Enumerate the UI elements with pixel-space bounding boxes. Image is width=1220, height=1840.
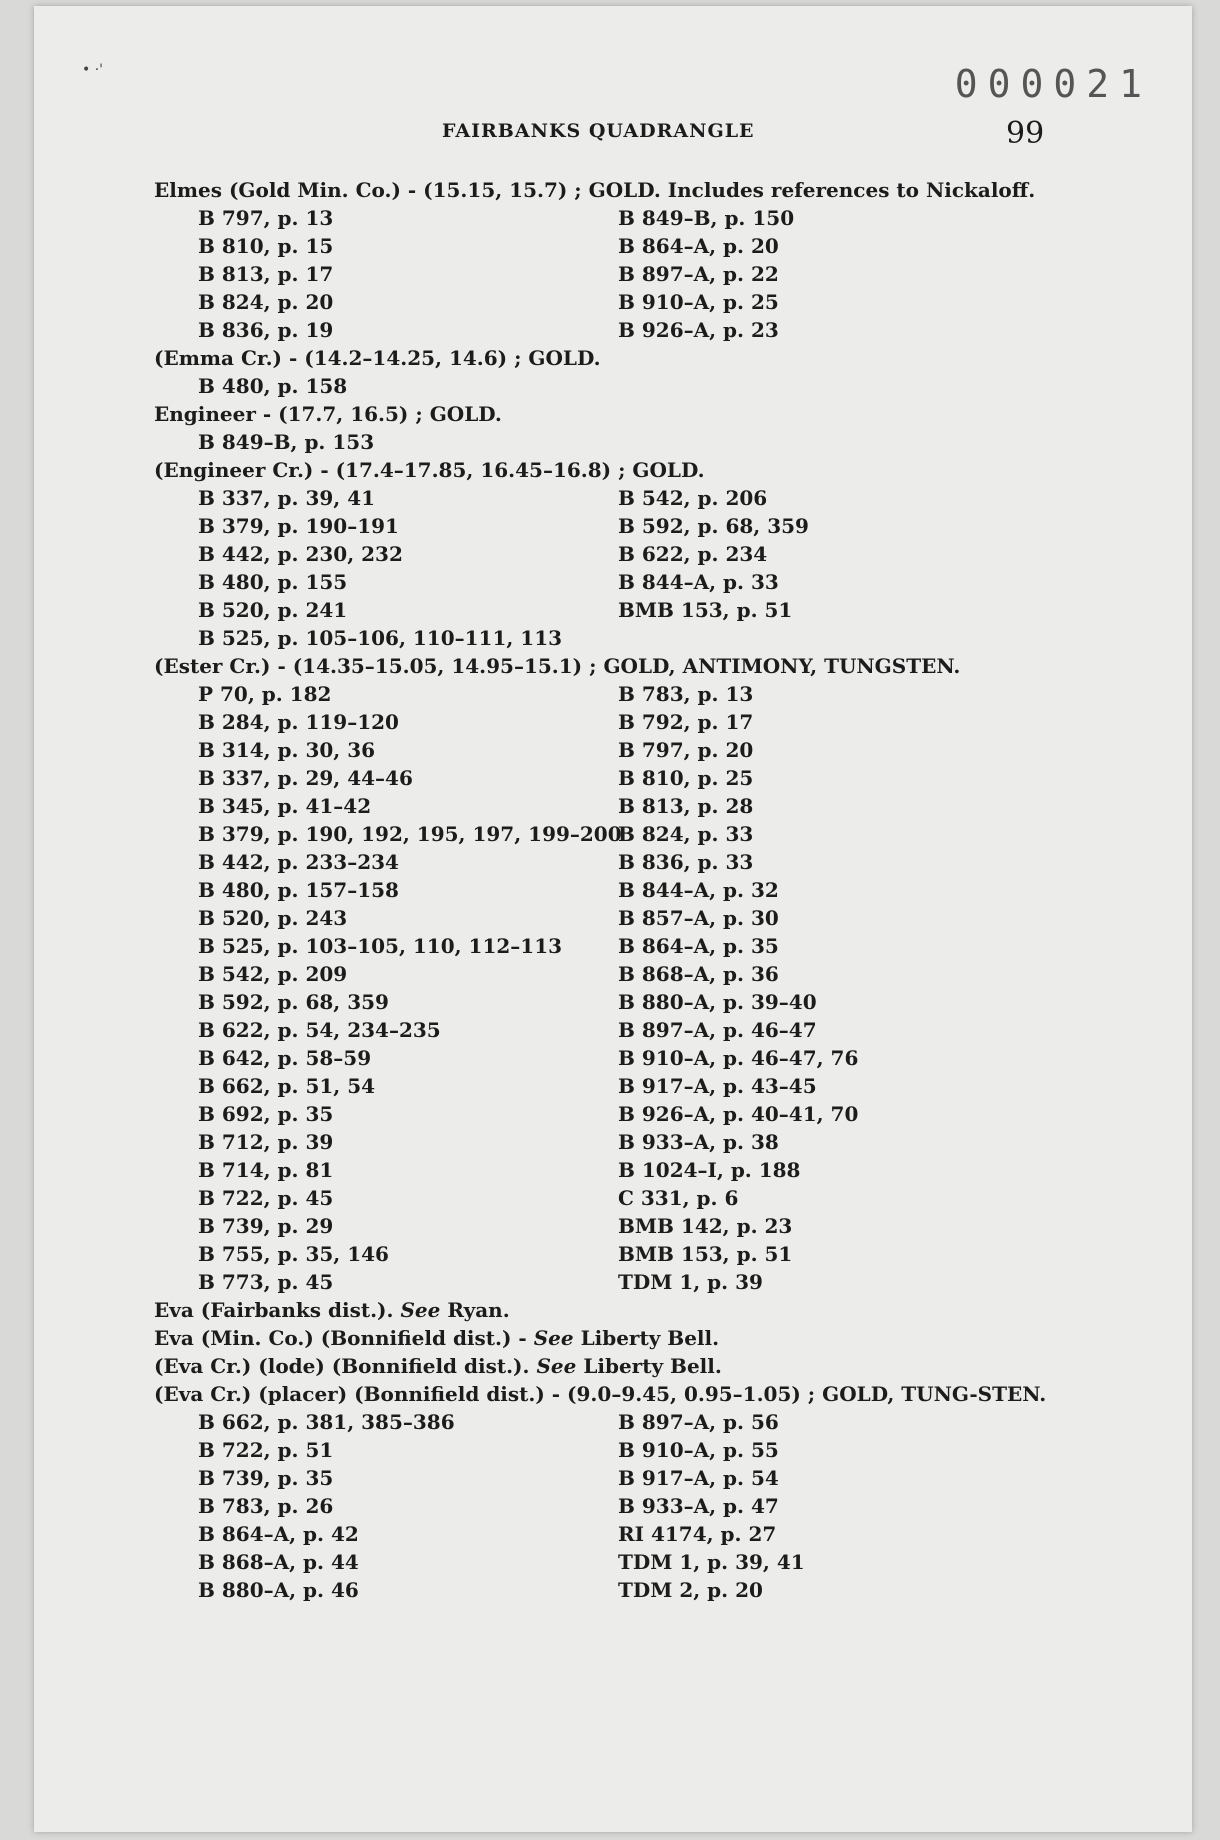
reference-item: B 442, p. 233–234	[198, 850, 399, 874]
reference-columns	[154, 1408, 1084, 1604]
reference-item: C 331, p. 6	[618, 1186, 739, 1210]
reference-item: B 926–A, p. 23	[618, 318, 779, 342]
reference-item: B 662, p. 381, 385–386	[198, 1410, 455, 1434]
see-line-text: Eva (Fairbanks dist.).	[154, 1298, 394, 1322]
reference-item: B 592, p. 68, 359	[198, 990, 389, 1014]
reference-column-left	[198, 680, 622, 1296]
reference-column-right	[618, 204, 1038, 344]
see-target: Liberty Bell.	[583, 1354, 722, 1378]
reference-item: B 792, p. 17	[618, 710, 754, 734]
reference-item: B 714, p. 81	[198, 1158, 334, 1182]
reference-item: B 622, p. 54, 234–235	[198, 1018, 441, 1042]
index-entry	[154, 176, 1084, 344]
entry-heading: Elmes (Gold Min. Co.) - (15.15, 15.7) ; GOLD. Includes references to Nickaloff.	[154, 178, 1036, 202]
reference-item: B 897–A, p. 46–47	[618, 1018, 817, 1042]
reference-item: B 712, p. 39	[198, 1130, 334, 1154]
reference-item: B 542, p. 206	[618, 486, 768, 510]
reference-item: B 836, p. 33	[618, 850, 754, 874]
reference-column-right	[618, 680, 1038, 1296]
reference-column-left	[198, 372, 618, 400]
see-reference-line	[154, 1324, 1084, 1352]
reference-item: B 379, p. 190–191	[198, 514, 399, 538]
reference-item: B 797, p. 13	[198, 206, 334, 230]
entry-heading: (Engineer Cr.) - (17.4–17.85, 16.45–16.8) ; GOLD.	[154, 458, 705, 482]
reference-item: B 284, p. 119–120	[198, 710, 399, 734]
reference-column-left	[198, 484, 618, 652]
reference-item: B 910–A, p. 55	[618, 1438, 779, 1462]
entry-heading: Engineer - (17.7, 16.5) ; GOLD.	[154, 402, 502, 426]
reference-item: B 857–A, p. 30	[618, 906, 779, 930]
reference-column-right	[618, 484, 1038, 652]
reference-item: B 824, p. 33	[618, 822, 754, 846]
reference-item: B 864–A, p. 20	[618, 234, 779, 258]
reference-item: B 722, p. 51	[198, 1438, 334, 1462]
reference-item: B 722, p. 45	[198, 1186, 334, 1210]
see-reference-line	[154, 1296, 1084, 1324]
page-header	[34, 116, 1192, 151]
reference-item: B 868–A, p. 36	[618, 962, 779, 986]
see-word: See	[400, 1298, 441, 1322]
reference-item: B 933–A, p. 47	[618, 1494, 779, 1518]
reference-column-right	[618, 372, 1038, 400]
reference-item: B 739, p. 29	[198, 1214, 334, 1238]
entry-heading: (Ester Cr.) - (14.35–15.05, 14.95–15.1) ; GOLD, ANTIMONY, TUNGSTEN.	[154, 654, 961, 678]
reference-column-left	[198, 204, 618, 344]
reference-item: B 783, p. 26	[198, 1494, 334, 1518]
reference-item: B 592, p. 68, 359	[618, 514, 809, 538]
reference-item: P 70, p. 182	[198, 682, 332, 706]
reference-item: B 813, p. 17	[198, 262, 334, 286]
reference-item: B 897–A, p. 56	[618, 1410, 779, 1434]
reference-columns	[154, 484, 1084, 652]
page-mark: • ·'	[82, 62, 104, 78]
reference-item: B 917–A, p. 54	[618, 1466, 779, 1490]
reference-item: B 662, p. 51, 54	[198, 1074, 376, 1098]
reference-item: B 442, p. 230, 232	[198, 542, 403, 566]
reference-item: B 864–A, p. 42	[198, 1522, 359, 1546]
reference-item: B 783, p. 13	[618, 682, 754, 706]
reference-item: B 337, p. 39, 41	[198, 486, 376, 510]
reference-item: B 520, p. 243	[198, 906, 348, 930]
reference-item: B 897–A, p. 22	[618, 262, 779, 286]
reference-item: B 692, p. 35	[198, 1102, 334, 1126]
index-content	[154, 176, 1084, 1604]
reference-item: B 480, p. 157–158	[198, 878, 399, 902]
reference-item: B 868–A, p. 44	[198, 1550, 359, 1574]
reference-column-left	[198, 1408, 618, 1604]
see-word: See	[536, 1354, 577, 1378]
reference-item: B 314, p. 30, 36	[198, 738, 376, 762]
reference-item: B 917–A, p. 43–45	[618, 1074, 817, 1098]
index-entry	[154, 652, 1084, 1296]
page-number: 99	[1006, 116, 1045, 151]
reference-columns	[154, 372, 1084, 400]
reference-item: B 910–A, p. 46–47, 76	[618, 1046, 859, 1070]
reference-column-left	[198, 428, 618, 456]
reference-item: B 773, p. 45	[198, 1270, 334, 1294]
reference-item: B 933–A, p. 38	[618, 1130, 779, 1154]
reference-item: B 864–A, p. 35	[618, 934, 779, 958]
entry-heading: (Emma Cr.) - (14.2–14.25, 14.6) ; GOLD.	[154, 346, 601, 370]
reference-item: B 345, p. 41–42	[198, 794, 372, 818]
reference-column-right	[618, 1408, 1038, 1604]
index-entry	[154, 400, 1084, 456]
reference-item: B 844–A, p. 33	[618, 570, 779, 594]
see-target: Liberty Bell.	[580, 1326, 720, 1350]
reference-item: B 520, p. 241	[198, 598, 348, 622]
page-stamp: 000021	[954, 62, 1152, 106]
entry-heading: (Eva Cr.) (placer) (Bonnifield dist.) - (9.0–9.45, 0.95–1.05) ; GOLD, TUNG-STEN.	[154, 1382, 1047, 1406]
reference-item: BMB 153, p. 51	[618, 598, 793, 622]
reference-item: BMB 153, p. 51	[618, 1242, 793, 1266]
reference-item: B 642, p. 58–59	[198, 1046, 372, 1070]
reference-item: B 926–A, p. 40–41, 70	[618, 1102, 859, 1126]
reference-item: B 622, p. 234	[618, 542, 768, 566]
reference-item: B 810, p. 25	[618, 766, 754, 790]
reference-item: B 525, p. 105–106, 110–111, 113	[198, 626, 563, 650]
reference-columns	[154, 680, 1084, 1296]
reference-item: B 810, p. 15	[198, 234, 334, 258]
reference-item: B 480, p. 155	[198, 570, 348, 594]
index-entry	[154, 456, 1084, 652]
reference-item: B 525, p. 103–105, 110, 112–113	[198, 934, 563, 958]
reference-item: TDM 2, p. 20	[618, 1578, 763, 1602]
reference-item: B 755, p. 35, 146	[198, 1242, 389, 1266]
reference-item: B 880–A, p. 39–40	[618, 990, 817, 1014]
reference-columns	[154, 204, 1084, 344]
reference-item: B 844–A, p. 32	[618, 878, 779, 902]
reference-item: B 880–A, p. 46	[198, 1578, 359, 1602]
reference-item: B 1024–I, p. 188	[618, 1158, 801, 1182]
reference-item: B 337, p. 29, 44–46	[198, 766, 413, 790]
see-word: See	[533, 1326, 574, 1350]
reference-item: RI 4174, p. 27	[618, 1522, 777, 1546]
see-line-text: Eva (Min. Co.) (Bonnifield dist.) -	[154, 1326, 527, 1350]
see-target: Ryan.	[447, 1298, 510, 1322]
reference-item: TDM 1, p. 39, 41	[618, 1550, 805, 1574]
reference-item: B 739, p. 35	[198, 1466, 334, 1490]
reference-item: B 910–A, p. 25	[618, 290, 779, 314]
index-entry	[154, 1380, 1084, 1604]
reference-item: BMB 142, p. 23	[618, 1214, 793, 1238]
reference-item: TDM 1, p. 39	[618, 1270, 763, 1294]
reference-item: B 849–B, p. 150	[618, 206, 795, 230]
reference-item: B 836, p. 19	[198, 318, 334, 342]
reference-columns	[154, 428, 1084, 456]
reference-item: B 379, p. 190, 192, 195, 197, 199–200	[198, 822, 622, 846]
index-entry	[154, 344, 1084, 400]
see-line-text: (Eva Cr.) (lode) (Bonnifield dist.).	[154, 1354, 530, 1378]
reference-item: B 797, p. 20	[618, 738, 754, 762]
reference-item: B 849–B, p. 153	[198, 430, 375, 454]
reference-item: B 542, p. 209	[198, 962, 348, 986]
document-page	[34, 6, 1192, 1832]
see-reference-line	[154, 1352, 1084, 1380]
reference-column-right	[618, 428, 1038, 456]
reference-item: B 480, p. 158	[198, 374, 348, 398]
reference-item: B 813, p. 28	[618, 794, 754, 818]
page-title: FAIRBANKS QUADRANGLE	[442, 120, 755, 142]
reference-item: B 824, p. 20	[198, 290, 334, 314]
